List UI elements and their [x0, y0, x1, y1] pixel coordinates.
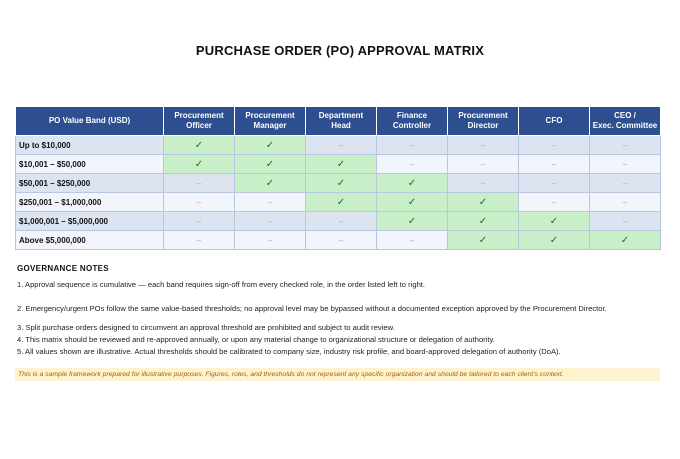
header-procurement-manager: Procurement Manager [235, 107, 306, 136]
table-row [16, 174, 661, 193]
table-row [16, 212, 661, 231]
table-row [16, 136, 661, 155]
check-icon-finance-controller: ✓ [377, 212, 448, 231]
dash-procurement-manager: – [235, 212, 306, 231]
governance-note-2: 2. Emergency/urgent POs follow the same value-based thresholds; no approval level may be bypassed without a documented exception approved by the Procurement Director. [17, 304, 607, 313]
header-ceo-exec-committee: CEO / Exec. Committee [590, 107, 661, 136]
dash-procurement-manager: – [235, 193, 306, 212]
po-value-band-cell: $1,000,001 – $5,000,000 [16, 212, 164, 231]
table-row [16, 231, 661, 250]
table-header-row [16, 107, 661, 136]
dash-procurement-officer: – [164, 174, 235, 193]
governance-note-1: 1. Approval sequence is cumulative — each band requires sign-off from every checked role, in the order listed left to right. [17, 280, 426, 289]
dash-cfo: – [519, 136, 590, 155]
dash-procurement-officer: – [164, 212, 235, 231]
po-value-band-cell: Above $5,000,000 [16, 231, 164, 250]
header-cfo: CFO [519, 107, 590, 136]
dash-procurement-officer: – [164, 193, 235, 212]
dash-cfo: – [519, 174, 590, 193]
check-icon-cfo: ✓ [519, 212, 590, 231]
dash-procurement-officer: – [164, 231, 235, 250]
dash-ceo-exec-committee: – [590, 174, 661, 193]
approval-matrix-table [15, 106, 661, 250]
dash-procurement-director: – [448, 155, 519, 174]
check-icon-procurement-director: ✓ [448, 231, 519, 250]
page-title: PURCHASE ORDER (PO) APPROVAL MATRIX [195, 43, 485, 58]
check-icon-procurement-manager: ✓ [235, 136, 306, 155]
check-icon-department-head: ✓ [306, 155, 377, 174]
header-department-head: Department Head [306, 107, 377, 136]
check-icon-finance-controller: ✓ [377, 174, 448, 193]
po-value-band-cell: $50,001 – $250,000 [16, 174, 164, 193]
dash-procurement-manager: – [235, 231, 306, 250]
check-icon-procurement-officer: ✓ [164, 136, 235, 155]
check-icon-ceo-exec-committee: ✓ [590, 231, 661, 250]
check-icon-procurement-director: ✓ [448, 193, 519, 212]
header-finance-controller: Finance Controller [377, 107, 448, 136]
check-icon-procurement-manager: ✓ [235, 174, 306, 193]
po-value-band-cell: Up to $10,000 [16, 136, 164, 155]
dash-procurement-director: – [448, 136, 519, 155]
dash-finance-controller: – [377, 155, 448, 174]
header-procurement-director: Procurement Director [448, 107, 519, 136]
dash-ceo-exec-committee: – [590, 212, 661, 231]
check-icon-procurement-officer: ✓ [164, 155, 235, 174]
dash-cfo: – [519, 155, 590, 174]
dash-department-head: – [306, 231, 377, 250]
governance-notes-heading: GOVERNANCE NOTES [17, 264, 109, 273]
governance-note-3: 3. Split purchase orders designed to circumvent an approval threshold are prohibited and subject to audit review. [17, 323, 395, 332]
dash-cfo: – [519, 193, 590, 212]
table-row [16, 193, 661, 212]
dash-finance-controller: – [377, 136, 448, 155]
check-icon-finance-controller: ✓ [377, 193, 448, 212]
dash-ceo-exec-committee: – [590, 193, 661, 212]
header-procurement-officer: Procurement Officer [164, 107, 235, 136]
disclaimer-banner: This is a sample framework prepared for illustrative purposes. Figures, roles, and thresholds do not represent any specific organization and should be tailored to each client's context. [15, 368, 660, 381]
check-icon-cfo: ✓ [519, 231, 590, 250]
dash-finance-controller: – [377, 231, 448, 250]
check-icon-procurement-manager: ✓ [235, 155, 306, 174]
governance-note-4: 4. This matrix should be reviewed and re-approved annually, or upon any material change to organizational structure or delegation of authority. [17, 335, 495, 344]
po-value-band-cell: $10,001 – $50,000 [16, 155, 164, 174]
header-po-value-band: PO Value Band (USD) [16, 107, 164, 136]
dash-ceo-exec-committee: – [590, 136, 661, 155]
check-icon-department-head: ✓ [306, 193, 377, 212]
governance-note-5: 5. All values shown are illustrative. Actual thresholds should be calibrated to company size, industry risk profile, and board-approved delegation of authority (DoA). [17, 347, 561, 356]
table-row [16, 155, 661, 174]
dash-department-head: – [306, 212, 377, 231]
dash-department-head: – [306, 136, 377, 155]
dash-ceo-exec-committee: – [590, 155, 661, 174]
po-value-band-cell: $250,001 – $1,000,000 [16, 193, 164, 212]
check-icon-department-head: ✓ [306, 174, 377, 193]
dash-procurement-director: – [448, 174, 519, 193]
check-icon-procurement-director: ✓ [448, 212, 519, 231]
